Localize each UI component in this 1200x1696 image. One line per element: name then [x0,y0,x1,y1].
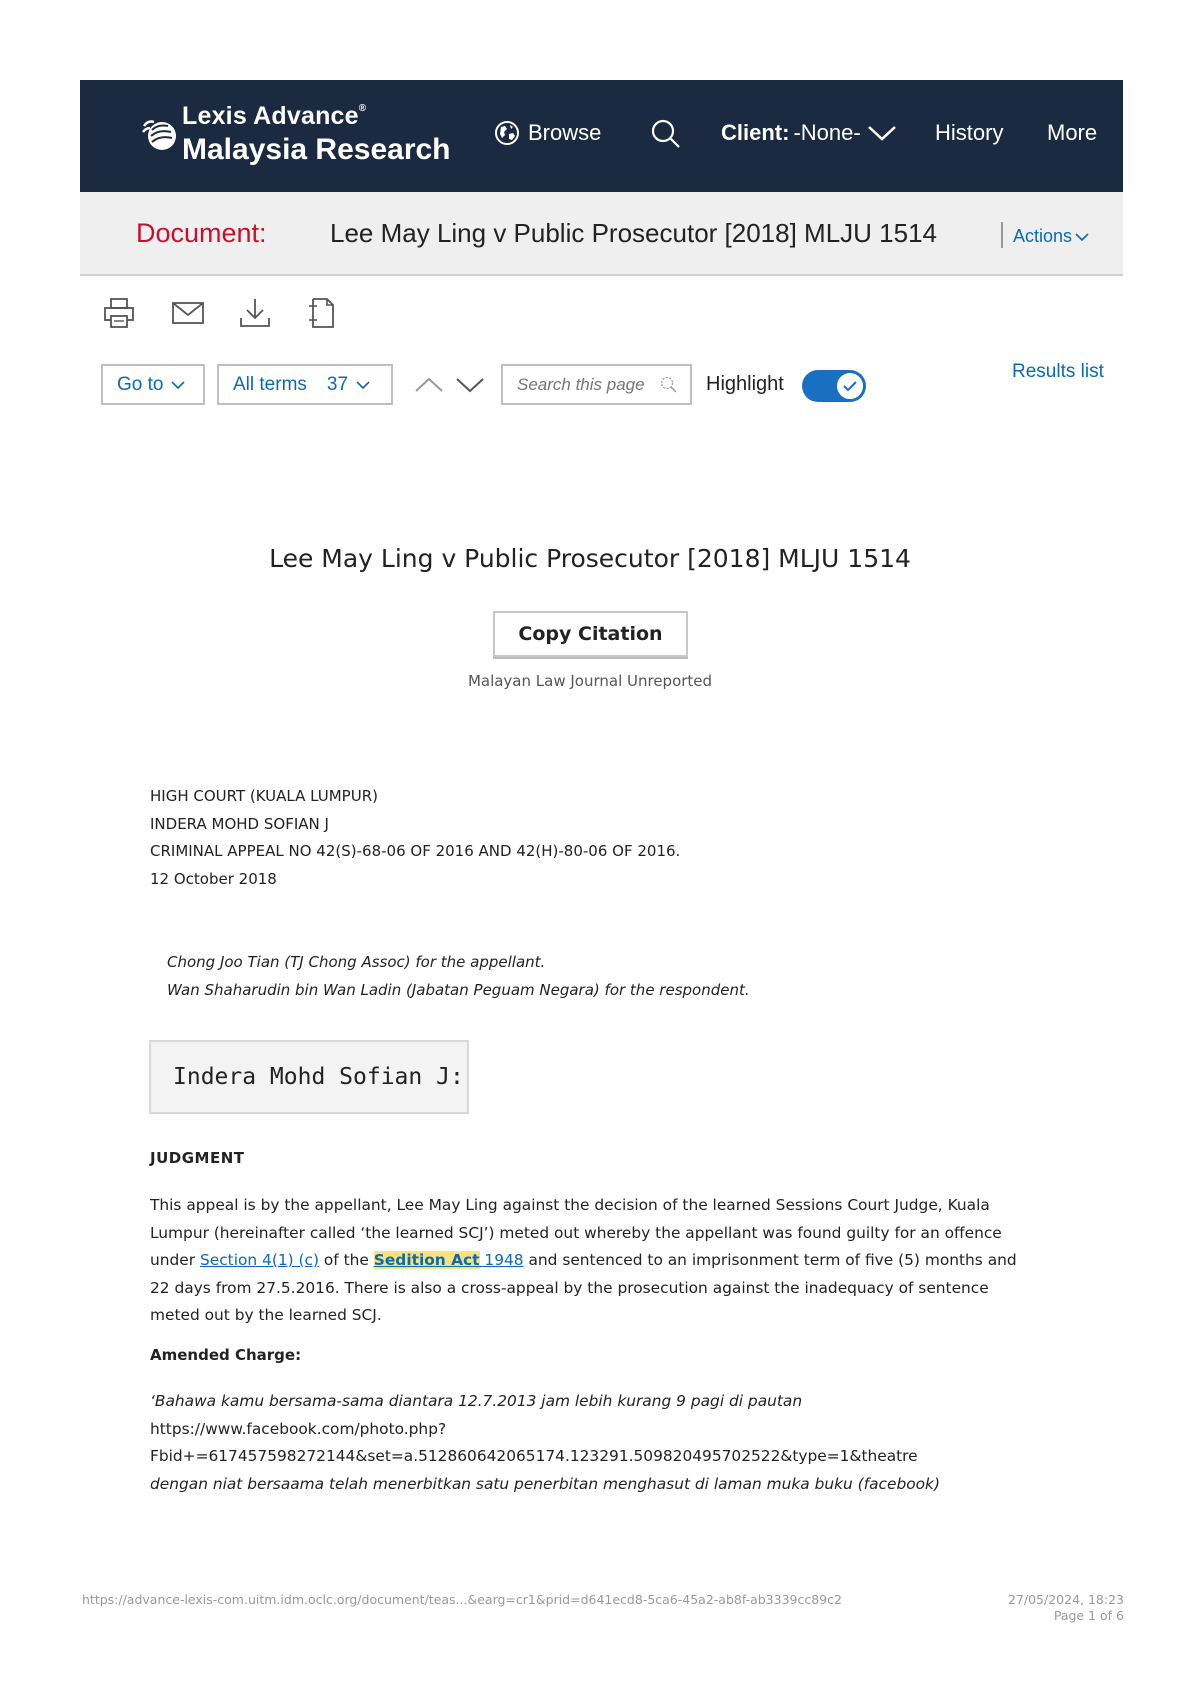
case-metadata [150,783,680,893]
footer-print-info [1008,1592,1124,1624]
client-label: Client: [721,120,790,145]
actions-menu[interactable] [1013,226,1089,247]
logo-line2: Malaysia Research [182,133,451,166]
browse-menu[interactable] [494,120,601,146]
copy-citation-button[interactable]: Copy Citation [493,611,688,657]
logo-registered-mark: ® [358,103,367,114]
document-title-bar [80,192,1123,276]
checkmark-icon [842,380,858,392]
judgment-heading: JUDGMENT [150,1149,245,1167]
next-term-icon[interactable] [455,374,485,396]
all-terms-dropdown[interactable] [217,364,393,405]
actions-label: Actions [1013,226,1073,246]
client-value: -None- [793,120,861,145]
top-navigation-bar [80,80,1123,192]
sedition-act-link[interactable] [374,1251,524,1269]
highlighted-term: Sedition Act [373,1251,480,1269]
chevron-down-icon [171,380,185,390]
search-this-page-box[interactable] [501,364,692,405]
toggle-knob [835,371,865,401]
charge-url-line: https://www.facebook.com/photo.php? [150,1419,447,1438]
results-list-link[interactable]: Results list [1012,361,1104,382]
logo-line1: Lexis Advance [182,102,359,130]
client-selector[interactable] [721,120,897,146]
section-link[interactable]: Section 4(1) (c) [199,1251,319,1269]
appellant-counsel: Chong Joo Tian (TJ Chong Assoc) for the appellant. [167,953,546,971]
goto-dropdown[interactable] [101,364,205,405]
amended-charge-heading: Amended Charge: [150,1346,302,1364]
download-icon[interactable] [238,296,272,330]
judgment-paragraph [150,1192,1030,1330]
goto-label: Go to [117,373,164,395]
all-terms-count: 37 [326,373,349,395]
footer-datetime: 27/05/2024, 18:23 [1007,1592,1124,1607]
print-icon[interactable] [102,296,136,330]
chevron-down-icon [867,124,897,142]
search-icon [659,375,679,395]
charge-line: dengan niat bersaama telah menerbitkan satu penerbitan menghasut di laman muka buku (facebook) [150,1474,940,1493]
document-title: Lee May Ling v Public Prosecutor [2018] MLJU 1514 [269,544,911,573]
paragraph-text: This appeal is by the appellant, Lee May Ling against the decision of the learned Sessions Court Judge, Kuala Lumpur (hereinafter called ‘the learned SCJ’) meted out whereby the appellant was found guilty for an offence under [150,1196,1002,1269]
save-folder-icon[interactable] [305,296,339,330]
paragraph-text: of the [319,1251,374,1269]
browse-label: Browse [528,120,602,145]
counsel-list [167,949,750,1004]
act-year: 1948 [479,1251,524,1269]
case-number: CRIMINAL APPEAL NO 42(S)-68-06 OF 2016 AND 42(H)-80-06 OF 2016. [150,842,681,860]
document-bar-title: Lee May Ling v Public Prosecutor [2018] MLJU 1514 [330,218,938,248]
search-button[interactable] [650,118,682,150]
email-icon[interactable] [171,296,205,330]
search-this-page-input[interactable] [517,375,657,395]
chevron-down-icon [356,380,370,390]
globe-icon [494,120,520,146]
highlight-label: Highlight [706,373,784,395]
document-source: Malayan Law Journal Unreported [467,672,713,690]
paragraph-text: and sentenced to an imprisonment term of five (5) months and 22 days from 27.5.2016. There is also a cross-appeal by the prosecution against the inadequacy of sentence meted out by the learned SCJ. [150,1251,1017,1324]
actions-divider [1001,222,1003,248]
respondent-counsel: Wan Shaharudin bin Wan Ladin (Jabatan Peguam Negara) for the respondent. [167,980,750,999]
document-label: Document: [136,218,267,248]
charge-url-line: Fbid+=617457598272144&set=a.512860642065174.123291.509820495702522&type=1&theatre [150,1447,918,1465]
judge-name: INDERA MOHD SOFIAN J [150,814,329,833]
search-icon [650,118,682,150]
lexis-logo[interactable] [142,104,451,165]
judgment-date: 12 October 2018 [150,869,277,888]
amended-charge-text [150,1388,1050,1498]
highlight-toggle[interactable] [802,370,866,402]
previous-term-icon[interactable] [414,374,444,396]
history-menu[interactable]: History [935,120,1004,145]
footer-page-number: Page 1 of 6 [1053,1608,1124,1623]
footer-url: https://advance-lexis-com.uitm.idm.oclc.org/document/teas...&earg=cr1&prid=d641ecd8-5ca6-45a2-ab8f-ab3339cc89c2 [82,1592,842,1607]
chevron-down-icon [1075,232,1089,242]
judge-heading: Indera Mohd Sofian J: [149,1040,469,1114]
more-menu[interactable]: More [1047,120,1098,145]
lexis-logo-icon [142,116,178,152]
court-name: HIGH COURT (KUALA LUMPUR) [150,787,378,805]
charge-line: ‘Bahawa kamu bersama-sama diantara 12.7.2013 jam lebih kurang 9 pagi di pautan [150,1392,803,1410]
all-terms-label: All terms [233,373,307,395]
